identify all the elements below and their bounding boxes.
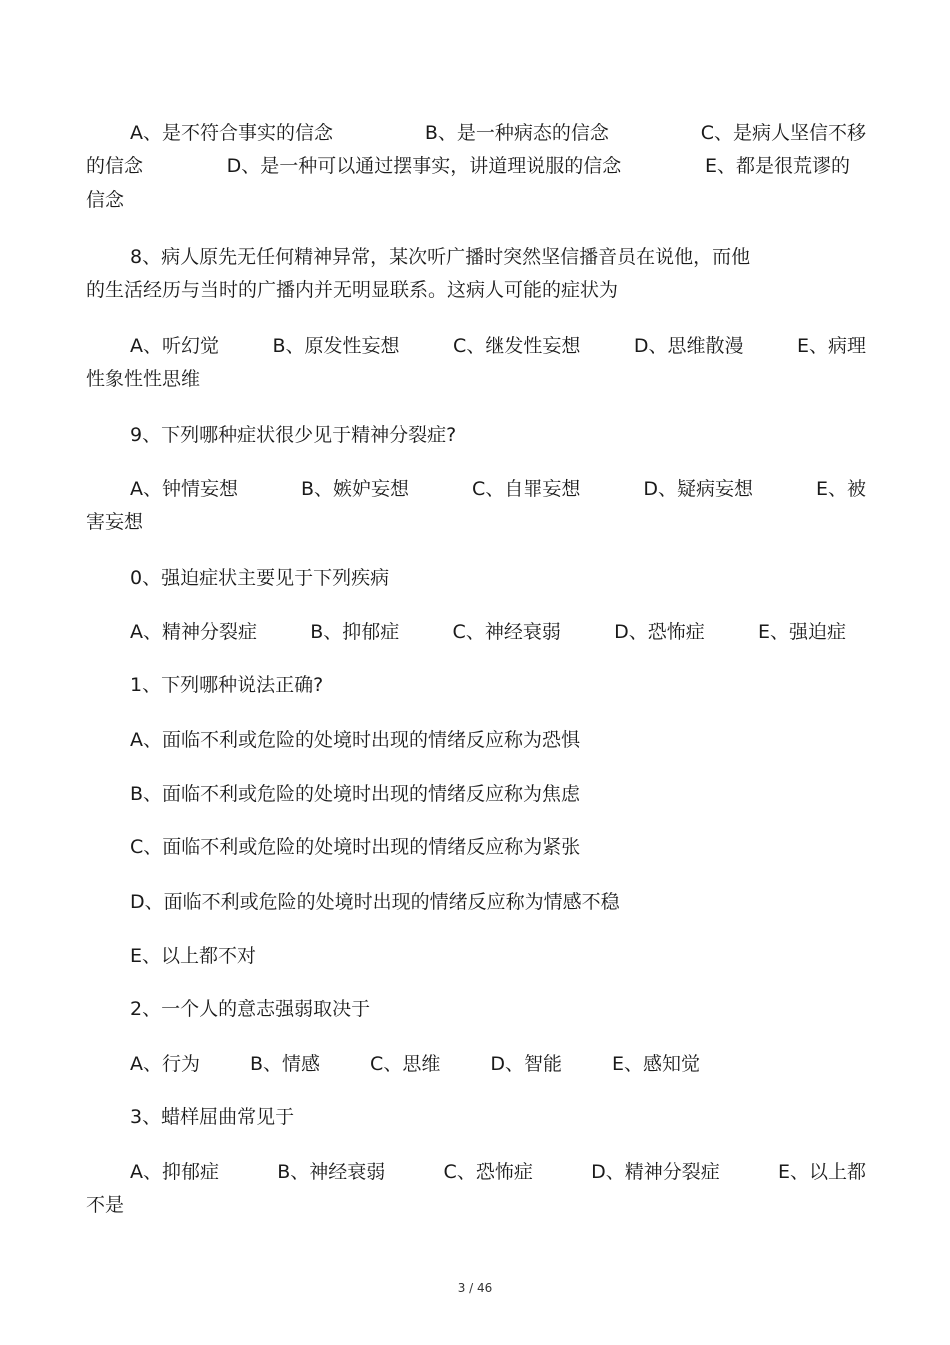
q8-option-c: C、继发性妄想 — [453, 335, 581, 357]
q12-option-a: A、行为 — [130, 1053, 200, 1075]
q9-option-e: E、被 — [815, 478, 866, 500]
q9-option-c: C、自罪妄想 — [472, 478, 581, 500]
q12-option-c: C、思维 — [370, 1053, 441, 1075]
q13-stem: 3、蜡样屈曲常见于 — [130, 1106, 295, 1128]
q9-option-e-cont: 害妄想 — [86, 511, 144, 533]
q9-option-a: A、钟情妄想 — [130, 478, 238, 500]
q8-stem-line-2: 的生活经历与当时的广播内并无明显联系。这病人可能的症状为 — [86, 279, 619, 301]
q10-option-d: D、恐怖症 — [614, 621, 705, 643]
q7-option-c-cont: 的信念 — [86, 155, 144, 177]
q13-option-c: C、恐怖症 — [443, 1161, 533, 1183]
q8-option-a: A、听幻觉 — [130, 335, 219, 357]
page-number: 3 / 46 — [457, 1281, 493, 1295]
q10-option-b: B、抑郁症 — [310, 621, 400, 643]
q10-option-e: E、强迫症 — [757, 621, 846, 643]
q7-option-c: C、是病人坚信不移 — [700, 122, 866, 144]
q8-option-e-cont: 性象性性思维 — [86, 368, 201, 390]
q10-option-c: C、神经衰弱 — [452, 621, 561, 643]
q13-option-e-cont: 不是 — [86, 1194, 125, 1216]
q9-option-d: D、疑病妄想 — [643, 478, 753, 500]
q13-options — [130, 1156, 866, 1189]
q8-option-b: B、原发性妄想 — [272, 335, 400, 357]
q11-option-a: A、面临不利或危险的处境时出现的情绪反应称为恐惧 — [130, 729, 580, 751]
q7-option-e-cont: 信念 — [86, 189, 125, 211]
q10-stem: 0、强迫症状主要见于下列疾病 — [130, 567, 390, 589]
q12-stem: 2、一个人的意志强弱取决于 — [130, 998, 371, 1020]
q8-option-d: D、思维散漫 — [633, 335, 744, 357]
q11-option-c: C、面临不利或危险的处境时出现的情绪反应称为紧张 — [130, 836, 581, 858]
q11-option-e: E、以上都不对 — [130, 945, 257, 967]
q13-option-a: A、抑郁症 — [130, 1161, 219, 1183]
q7-option-b: B、是一种病态的信念 — [424, 122, 609, 144]
q9-stem: 9、下列哪种症状很少见于精神分裂症? — [130, 424, 457, 446]
q8-stem-line-1: 8、病人原先无任何精神异常，某次听广播时突然坚信播音员在说他，而他 — [130, 246, 751, 268]
q10-option-a: A、精神分裂症 — [130, 621, 257, 643]
q9-options — [130, 473, 866, 506]
q13-option-b: B、神经衰弱 — [277, 1161, 386, 1183]
q7-options-row-2 — [86, 150, 850, 183]
q11-option-b: B、面临不利或危险的处境时出现的情绪反应称为焦虑 — [130, 783, 581, 805]
q13-option-e: E、以上都 — [777, 1161, 866, 1183]
q10-options — [130, 616, 846, 649]
q12-option-d: D、智能 — [490, 1053, 562, 1075]
q8-option-e: E、病理 — [796, 335, 866, 357]
q13-option-d: D、精神分裂症 — [591, 1161, 720, 1183]
q12-option-b: B、情感 — [250, 1053, 321, 1075]
q8-options — [130, 330, 866, 363]
q7-options-row-1 — [130, 117, 866, 150]
q11-stem: 1、下列哪种说法正确? — [130, 674, 324, 696]
q12-option-e: E、感知觉 — [611, 1053, 700, 1075]
q7-option-d: D、是一种可以通过摆事实，讲道理说服的信念 — [226, 155, 622, 177]
q7-option-a: A、是不符合事实的信念 — [130, 122, 333, 144]
q11-option-d: D、面临不利或危险的处境时出现的情绪反应称为情感不稳 — [130, 891, 620, 913]
q9-option-b: B、嫉妒妄想 — [301, 478, 410, 500]
q12-options — [130, 1048, 700, 1081]
q7-option-e: E、都是很荒谬的 — [704, 155, 850, 177]
